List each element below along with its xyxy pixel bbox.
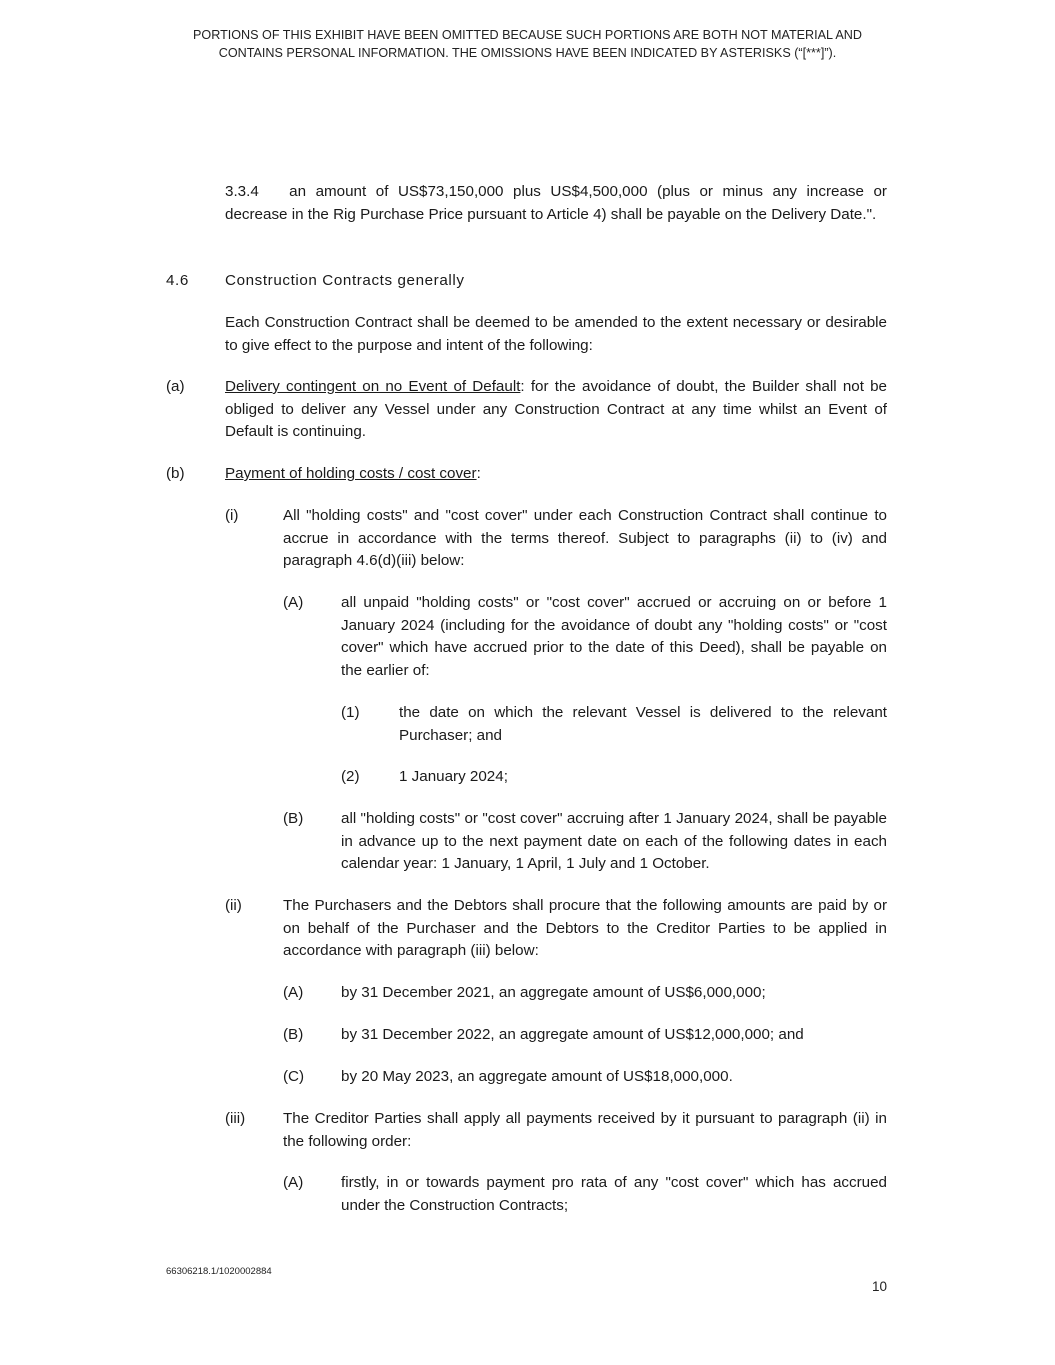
- b-ii-b-label: (B): [283, 1026, 304, 1043]
- b-ii-a-label: (A): [283, 984, 304, 1001]
- header-line-2: CONTAINS PERSONAL INFORMATION. THE OMISSIONS HAVE BEEN INDICATED BY ASTERISKS (“[***]”).: [218, 46, 837, 60]
- para-a-heading: Delivery contingent on no Event of Default: [225, 378, 521, 395]
- b-i-a-1-label: (1): [341, 704, 360, 721]
- para-b-label: (b): [166, 465, 185, 482]
- para-a: [225, 376, 887, 444]
- b-i-a-1-text: the date on which the relevant Vessel is delivered to the relevant Purchaser; and: [399, 704, 887, 744]
- b-i-text: All "holding costs" and "cost cover" under each Construction Contract shall continue to accrue in accordance with the terms thereof. Subject to paragraphs (ii) to (iv) and paragraph 4.6(d)(iii) below:: [283, 507, 887, 569]
- b-i-a-2-text: 1 January 2024;: [399, 768, 508, 785]
- b-i-b-label: (B): [283, 810, 304, 827]
- b-i-a-label: (A): [283, 594, 304, 611]
- document-reference: 66306218.1/1020002884: [166, 1266, 272, 1277]
- b-iii-label: (iii): [225, 1110, 246, 1127]
- para-b: [225, 463, 887, 486]
- section-intro: Each Construction Contract shall be deemed to be amended to the extent necessary or desirable to give effect to the purpose and intent of the following:: [225, 314, 887, 354]
- clause-3-3-4: 3.3.4 an amount of US$73,150,000 plus US$4,500,000 (plus or minus any increase or decrease in the Rig Purchase Price pursuant to Article 4) shall be payable on the Delivery Date.".: [225, 183, 887, 223]
- b-ii-c-label: (C): [283, 1068, 305, 1085]
- para-b-heading: Payment of holding costs / cost cover: [225, 465, 477, 482]
- b-i-a-2-label: (2): [341, 768, 360, 785]
- confidentiality-header: [120, 26, 935, 62]
- b-ii-c-text: by 20 May 2023, an aggregate amount of US$18,000,000.: [341, 1068, 733, 1085]
- para-a-label: (a): [166, 378, 185, 395]
- para-a-text: : for the avoidance of doubt, the Builder shall not be obliged to deliver any Vessel under any Construction Contract at any time whilst an Event of Default is continuing.: [225, 378, 888, 440]
- para-b-colon: :: [476, 465, 481, 482]
- b-ii-label: (ii): [225, 897, 242, 914]
- b-ii-a-text: by 31 December 2021, an aggregate amount of US$6,000,000;: [341, 984, 766, 1001]
- b-i-label: (i): [225, 507, 239, 524]
- b-ii-text: The Purchasers and the Debtors shall procure that the following amounts are paid by or on behalf of the Purchaser and the Debtors to the Creditor Parties to be applied in accordance with paragraph (iii) below:: [283, 897, 887, 959]
- page-number: 10: [872, 1279, 888, 1294]
- b-i-b-text: all "holding costs" or "cost cover" accruing after 1 January 2024, shall be payable in advance up to the next payment date on each of the following dates in each calendar year: 1 January, 1 April, 1 July and 1 October.: [341, 810, 887, 872]
- section-number: 4.6: [166, 272, 189, 289]
- section-title: Construction Contracts generally: [225, 272, 465, 289]
- b-iii-a-label: (A): [283, 1174, 304, 1191]
- b-iii-a-text: firstly, in or towards payment pro rata of any "cost cover" which has accrued under the Construction Contracts;: [341, 1174, 887, 1214]
- header-line-1: PORTIONS OF THIS EXHIBIT HAVE BEEN OMITTED BECAUSE SUCH PORTIONS ARE BOTH NOT MATERIAL AND: [193, 28, 862, 42]
- b-ii-b-text: by 31 December 2022, an aggregate amount of US$12,000,000; and: [341, 1026, 804, 1043]
- b-i-a-text: all unpaid "holding costs" or "cost cover" accrued or accruing on or before 1 January 2024 (including for the avoidance of doubt any "holding costs" or "cost cover" which have accrued prior to the date of this Deed), shall be payable on the earlier of:: [341, 594, 887, 679]
- b-iii-text: The Creditor Parties shall apply all payments received by it pursuant to paragraph (ii) in the following order:: [283, 1110, 887, 1150]
